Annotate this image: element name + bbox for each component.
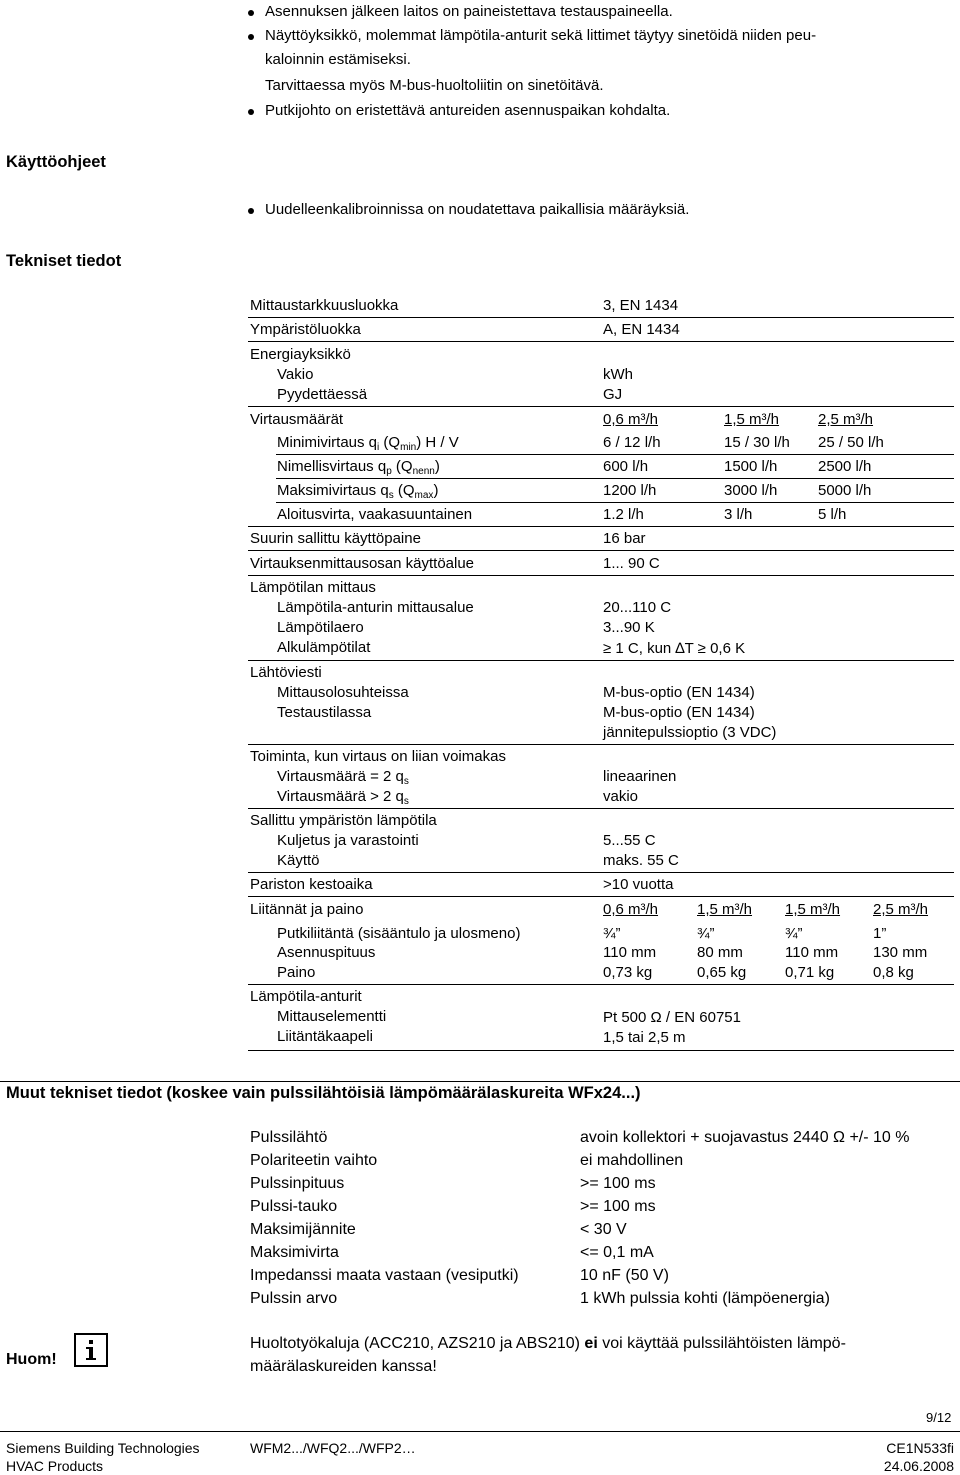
- spec-label: Maksimivirta: [250, 1244, 339, 1261]
- spec-value: jännitepulssioptio (3 VDC): [603, 724, 777, 741]
- spec-value: 130 mm: [873, 944, 928, 961]
- spec-value: >10 vuotta: [603, 876, 674, 893]
- spec-sublabel: Minimivirtaus $q_i$ $(Q_{min})$ H / V: [277, 434, 459, 453]
- spec-value: 0,71 kg: [785, 964, 835, 981]
- spec-value: 1200 l/h: [603, 482, 657, 499]
- spec-value: 1 kWh pulssia kohti (lämpöenergia): [580, 1290, 830, 1307]
- spec-value: >= 100 ms: [580, 1175, 656, 1192]
- row-divider: [248, 1050, 954, 1051]
- spec-value: A, EN 1434: [603, 321, 680, 338]
- spec-value: 5 l/h: [818, 506, 847, 523]
- spec-value: maks. 55 C: [603, 852, 679, 869]
- spec-value: ¾”: [603, 925, 621, 942]
- spec-value: GJ: [603, 386, 623, 403]
- spec-sublabel: Testaustilassa: [277, 704, 372, 721]
- spec-sublabel: Käyttö: [277, 852, 320, 869]
- info-icon: [74, 1333, 108, 1367]
- spec-value: 0,65 kg: [697, 964, 747, 981]
- spec-value: ¾”: [785, 925, 803, 942]
- spec-label: Pulssinpituus: [250, 1175, 345, 1192]
- spec-label: Lähtöviesti: [250, 664, 322, 681]
- footer-date: 24.06.2008: [883, 1458, 954, 1474]
- row-divider: [248, 660, 954, 661]
- spec-value: lineaarinen: [603, 768, 677, 785]
- spec-sublabel: Alkulämpötilat: [277, 639, 371, 656]
- column-header: 1,5 m³/h: [785, 901, 841, 918]
- spec-label: Impedanssi maata vastaan (vesiputki): [250, 1267, 519, 1284]
- spec-sublabel: Virtausmäärä > 2 $q_s$: [277, 788, 409, 807]
- spec-label: Polariteetin vaihto: [250, 1152, 378, 1169]
- section-heading: Tekniset tiedot: [6, 252, 122, 270]
- spec-label: Maksimijännite: [250, 1221, 356, 1238]
- spec-label: Sallittu ympäristön lämpötila: [250, 812, 437, 829]
- spec-sublabel: Paino: [277, 964, 316, 981]
- spec-value: 0,73 kg: [603, 964, 653, 981]
- spec-sublabel: Kuljetus ja varastointi: [277, 832, 419, 849]
- spec-label: Pulssi-tauko: [250, 1198, 338, 1215]
- spec-value: 600 l/h: [603, 458, 649, 475]
- spec-label: Pariston kestoaika: [250, 876, 373, 893]
- row-divider: [248, 341, 954, 342]
- spec-sublabel: Lämpötilaero: [277, 619, 364, 636]
- note-text-line-1: Huoltotyökaluja (ACC210, AZS210 ja ABS210) ei voi käyttää pulssilähtöisten lämpö-: [250, 1335, 846, 1352]
- spec-value: 1,5 tai 2,5 m: [603, 1029, 686, 1046]
- spec-label: Pulssin arvo: [250, 1290, 338, 1307]
- note-label: Huom!: [6, 1351, 57, 1368]
- spec-value: 25 / 50 l/h: [818, 434, 884, 451]
- spec-value: 3, EN 1434: [603, 297, 679, 314]
- spec-value: 1”: [873, 925, 887, 942]
- spec-sublabel: Maksimivirtaus $q_s$ $(Q_{max})$: [277, 482, 439, 501]
- spec-value: Pt 500 Ω / EN 60751: [603, 1009, 741, 1026]
- spec-label: Virtauksenmittausosan käyttöalue: [250, 555, 475, 572]
- row-divider: [248, 406, 954, 407]
- spec-sublabel: Liitäntäkaapeli: [277, 1028, 373, 1045]
- row-divider: [248, 550, 954, 551]
- spec-sublabel: Aloitusvirta, vaakasuuntainen: [277, 506, 473, 523]
- section-rule: [0, 1081, 960, 1082]
- spec-value: 3 l/h: [724, 506, 753, 523]
- spec-value: 20...110 C: [603, 599, 672, 616]
- footer-doc-id: CE1N533fi: [886, 1440, 954, 1456]
- row-divider: [276, 454, 954, 455]
- spec-sublabel: Putkiliitäntä (sisääntulo ja ulosmeno): [277, 925, 521, 942]
- spec-value: kWh: [603, 366, 633, 383]
- spec-value: 1... 90 C: [603, 555, 660, 572]
- spec-value: 3000 l/h: [724, 482, 778, 499]
- spec-value: 6 / 12 l/h: [603, 434, 661, 451]
- spec-sublabel: Asennuspituus: [277, 944, 376, 961]
- bullet-continuation: Tarvittaessa myös M-bus-huoltoliitin on sinetöitävä.: [265, 77, 604, 94]
- row-divider: [248, 896, 954, 897]
- spec-label: Toiminta, kun virtaus on liian voimakas: [250, 748, 506, 765]
- spec-label: Suurin sallittu käyttöpaine: [250, 530, 421, 547]
- footer-company: Siemens Building Technologies: [6, 1440, 200, 1456]
- spec-value: <= 0,1 mA: [580, 1244, 654, 1261]
- spec-value: 110 mm: [603, 944, 657, 961]
- footer-rule: [0, 1431, 960, 1432]
- column-header: 1,5 m³/h: [697, 901, 753, 918]
- spec-value: 15 / 30 l/h: [724, 434, 790, 451]
- column-header: 1,5 m³/h: [724, 411, 780, 428]
- spec-label: Lämpötila-anturit: [250, 988, 362, 1005]
- spec-label: Ympäristöluokka: [250, 321, 361, 338]
- spec-value: 10 nF (50 V): [580, 1267, 669, 1284]
- spec-value: ei mahdollinen: [580, 1152, 684, 1169]
- spec-label: Lämpötilan mittaus: [250, 579, 376, 596]
- row-divider: [248, 872, 954, 873]
- row-divider: [248, 317, 954, 318]
- row-divider: [276, 502, 954, 503]
- spec-sublabel: Virtausmäärä = 2 $q_s$: [277, 768, 409, 787]
- spec-sublabel: Nimellisvirtaus $q_p$ $(Q_{nenn})$: [277, 458, 440, 477]
- bullet-continuation: kaloinnin estämiseksi.: [265, 51, 411, 68]
- footer-division: HVAC Products: [6, 1458, 103, 1474]
- row-divider: [248, 575, 954, 576]
- spec-value: 16 bar: [603, 530, 646, 547]
- row-divider: [276, 478, 954, 479]
- spec-value: 1500 l/h: [724, 458, 778, 475]
- footer-models: WFM2.../WFQ2.../WFP2…: [250, 1440, 416, 1456]
- spec-value: < 30 V: [580, 1221, 627, 1238]
- spec-value: ≥ 1 C, kun ∆T ≥ 0,6 K: [603, 640, 746, 657]
- spec-label: Energiayksikkö: [250, 346, 351, 363]
- spec-label: Pulssilähtö: [250, 1129, 328, 1146]
- spec-value: 5000 l/h: [818, 482, 872, 499]
- spec-value: M-bus-optio (EN 1434): [603, 704, 755, 721]
- spec-value: vakio: [603, 788, 639, 805]
- spec-value: M-bus-optio (EN 1434): [603, 684, 755, 701]
- spec-sublabel: Mittauselementti: [277, 1008, 387, 1025]
- note-text-line-2: määrälaskureiden kanssa!: [250, 1358, 437, 1375]
- row-divider: [248, 984, 954, 985]
- spec-value: avoin kollektori + suojavastus 2440 Ω +/- 10 %: [580, 1129, 910, 1146]
- spec-sublabel: Mittausolosuhteissa: [277, 684, 409, 701]
- spec-value: 1.2 l/h: [603, 506, 644, 523]
- column-header: 0,6 m³/h: [603, 901, 659, 918]
- spec-value: 2500 l/h: [818, 458, 872, 475]
- spec-label: Virtausmäärät: [250, 411, 344, 428]
- column-header: 2,5 m³/h: [873, 901, 929, 918]
- spec-value: 5...55 C: [603, 832, 656, 849]
- spec-sublabel: Pyydettäessä: [277, 386, 368, 403]
- spec-value: 3...90 K: [603, 619, 655, 636]
- spec-label: Liitännät ja paino: [250, 901, 364, 918]
- page-number: 9/12: [926, 1410, 952, 1425]
- column-header: 0,6 m³/h: [603, 411, 659, 428]
- spec-value: 110 mm: [785, 944, 839, 961]
- spec-value: 80 mm: [697, 944, 743, 961]
- column-header: 2,5 m³/h: [818, 411, 874, 428]
- section-heading: Muut tekniset tiedot (koskee vain pulssilähtöisiä lämpömäärälaskureita WFx24...): [6, 1084, 641, 1102]
- row-divider: [248, 526, 954, 527]
- spec-value: ¾”: [697, 925, 715, 942]
- spec-value: >= 100 ms: [580, 1198, 656, 1215]
- spec-label: Mittaustarkkuusluokka: [250, 297, 399, 314]
- spec-sublabel: Vakio: [277, 366, 314, 383]
- row-divider: [248, 808, 954, 809]
- row-divider: [248, 744, 954, 745]
- spec-value: 0,8 kg: [873, 964, 914, 981]
- spec-sublabel: Lämpötila-anturin mittausalue: [277, 599, 474, 616]
- section-heading: Käyttöohjeet: [6, 153, 106, 171]
